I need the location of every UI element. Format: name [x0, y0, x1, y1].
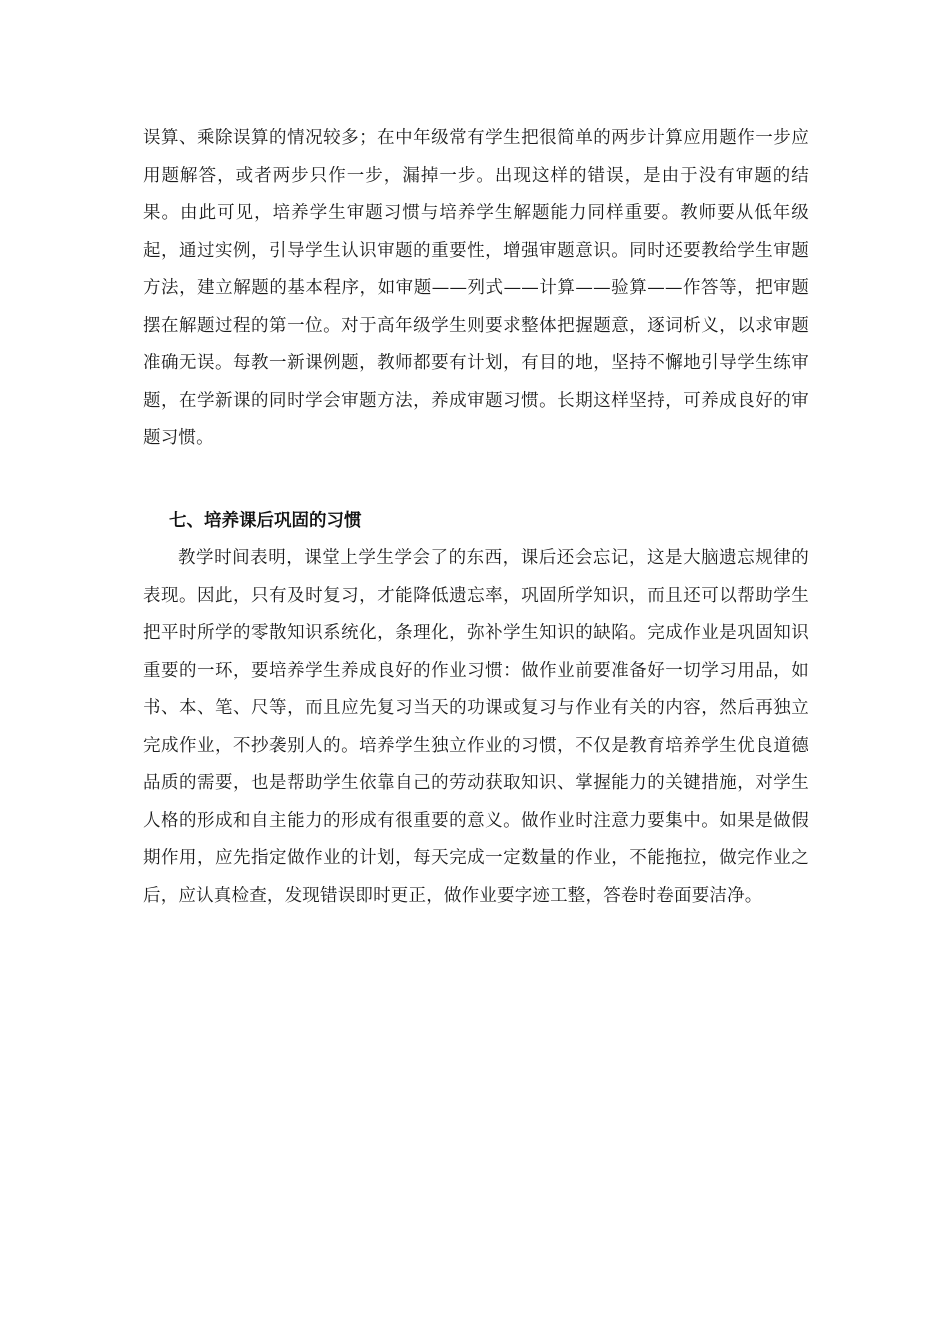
body-paragraph-continued: 误算、乘除误算的情况较多；在中年级常有学生把很简单的两步计算应用题作一步应用题解答，或者两步只作一步，漏掉一步。出现这样的错误，是由于没有审题的结果。由此可见，培养学生审题习惯与培养学生解题能力同样重要。教师要从低年级起，通过实例，引导学生认识审题的重要性，增强审题意识。同时还要教给学生审题方法，建立解题的基本程序，如审题——列式——计算——验算——作答等，把审题摆在解题过程的第一位。对于高年级学生则要求整体把握题意，逐词析义，以求审题准确无误。每教一新课例题，教师都要有计划，有目的地，坚持不懈地引导学生练审题，在学新课的同时学会审题方法，养成审题习惯。长期这样坚持，可养成良好的审题习惯。	[143, 128, 809, 448]
document-body	[143, 120, 809, 915]
body-paragraph: 教学时间表明，课堂上学生学会了的东西，课后还会忘记，这是大脑遗忘规律的表现。因此，只有及时复习，才能降低遗忘率，巩固所学知识，而且还可以帮助学生把平时所学的零散知识系统化，条理化，弥补学生知识的缺陷。完成作业是巩固知识重要的一环，要培养学生养成良好的作业习惯：做作业前要准备好一切学习用品，如书、本、笔、尺等，而且应先复习当天的功课或复习与作业有关的内容，然后再独立完成作业，不抄袭别人的。培养学生独立作业的习惯，不仅是教育培养学生优良道德品质的需要，也是帮助学生依靠自己的劳动获取知识、掌握能力的关键措施，对学生人格的形成和自主能力的形成有很重要的意义。做作业时注意力要集中。如果是做假期作用，应先指定做作业的计划，每天完成一定数量的作业，不能拖拉，做完作业之后，应认真检查，发现错误即时更正，做作业要字迹工整，答卷时卷面要洁净。	[143, 548, 809, 906]
section-heading: 七、培养课后巩固的习惯	[169, 510, 362, 531]
